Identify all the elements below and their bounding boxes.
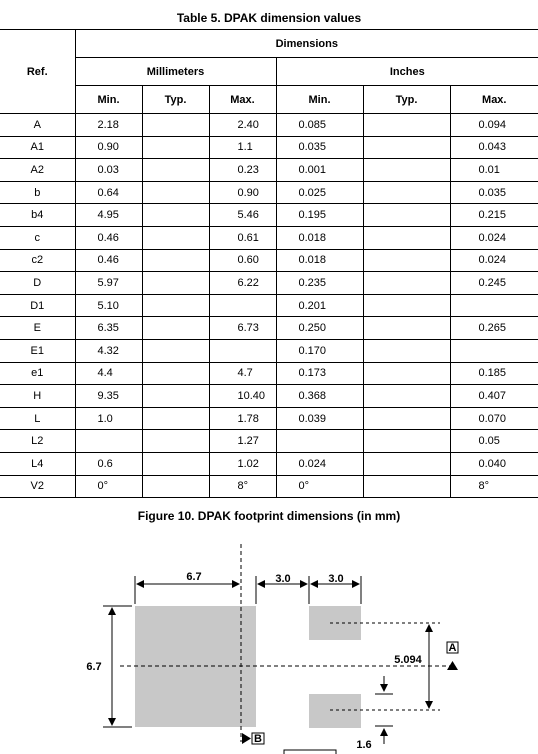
table-row [0, 362, 538, 385]
cell-mm-typ [142, 249, 209, 272]
table-row [0, 226, 538, 249]
cell-in-typ [363, 339, 450, 362]
table-row [0, 181, 538, 204]
cell-ref: E1 [0, 339, 75, 362]
cell-mm-max: 0.61 [209, 226, 276, 249]
cell-in-typ [363, 385, 450, 408]
table-row [0, 249, 538, 272]
cell-in-min [276, 430, 363, 453]
millimeters-header: Millimeters [75, 58, 276, 86]
cell-in-min: 0.173 [276, 362, 363, 385]
cell-in-min: 0.235 [276, 272, 363, 295]
cell-in-typ [363, 249, 450, 272]
cell-in-min: 0.368 [276, 385, 363, 408]
cell-mm-typ [142, 317, 209, 340]
cell-mm-typ [142, 362, 209, 385]
cell-mm-typ [142, 385, 209, 408]
cell-in-min: 0.195 [276, 204, 363, 227]
cell-in-max: 0.185 [450, 362, 538, 385]
cell-mm-typ [142, 475, 209, 498]
cell-mm-min: 4.32 [75, 339, 142, 362]
cell-mm-min: 6.35 [75, 317, 142, 340]
table-row [0, 385, 538, 408]
cell-mm-max: 10.40 [209, 385, 276, 408]
cell-in-typ [363, 317, 450, 340]
cell-mm-max [209, 294, 276, 317]
cell-in-max: 0.024 [450, 249, 538, 272]
gap-label: 3.0 [275, 573, 291, 585]
cell-in-min: 0.024 [276, 452, 363, 475]
cell-mm-typ [142, 272, 209, 295]
cell-in-max: 0.01 [450, 159, 538, 182]
table-row [0, 159, 538, 182]
cell-mm-typ [142, 204, 209, 227]
cell-in-max: 0.05 [450, 430, 538, 453]
cell-in-typ [363, 159, 450, 182]
cell-in-typ [363, 452, 450, 475]
cell-ref: b [0, 181, 75, 204]
cell-in-max: 0.094 [450, 114, 538, 137]
cell-in-max [450, 339, 538, 362]
cell-in-min: 0.039 [276, 407, 363, 430]
table-row [0, 407, 538, 430]
cell-mm-max: 0.60 [209, 249, 276, 272]
cell-mm-max: 1.78 [209, 407, 276, 430]
cell-ref: b4 [0, 204, 75, 227]
table-row [0, 430, 538, 453]
table-row [0, 294, 538, 317]
cell-mm-max: 1.27 [209, 430, 276, 453]
cell-in-min: 0.201 [276, 294, 363, 317]
cell-in-max: 8° [450, 475, 538, 498]
cell-mm-typ [142, 339, 209, 362]
cell-mm-typ [142, 136, 209, 159]
mm-max-header: Max. [209, 86, 276, 114]
cell-mm-max: 6.73 [209, 317, 276, 340]
cell-in-max: 0.265 [450, 317, 538, 340]
cell-in-max: 0.407 [450, 385, 538, 408]
cell-in-min: 0.018 [276, 249, 363, 272]
cell-mm-min: 1.0 [75, 407, 142, 430]
cell-ref: e1 [0, 362, 75, 385]
cell-mm-min: 0.6 [75, 452, 142, 475]
cell-mm-max: 8° [209, 475, 276, 498]
cell-ref: c [0, 226, 75, 249]
cell-mm-max: 0.23 [209, 159, 276, 182]
figure-title: Figure 10. DPAK footprint dimensions (in mm) [137, 509, 401, 523]
cell-ref: A2 [0, 159, 75, 182]
cell-in-typ [363, 430, 450, 453]
dimensions-header: Dimensions [75, 30, 538, 58]
datum-a-triangle [447, 661, 458, 670]
lead-width-label: 1.6 [356, 739, 372, 751]
in-max-header: Max. [450, 86, 538, 114]
footprint-drawing [0, 526, 538, 754]
cell-in-max: 0.024 [450, 226, 538, 249]
cell-ref: L4 [0, 452, 75, 475]
dimension-table [0, 29, 538, 498]
pad-width-label: 6.7 [186, 571, 202, 583]
cell-mm-min: 0.46 [75, 226, 142, 249]
lead-pitch-label: 5.094 [394, 654, 422, 666]
cell-mm-min: 0.46 [75, 249, 142, 272]
inches-header: Inches [276, 58, 538, 86]
cell-in-min: 0.025 [276, 181, 363, 204]
datum-b-label: B [254, 733, 262, 745]
cell-mm-max: 1.1 [209, 136, 276, 159]
cell-in-max: 0.215 [450, 204, 538, 227]
cell-ref: c2 [0, 249, 75, 272]
table-row [0, 317, 538, 340]
cell-in-typ [363, 204, 450, 227]
cell-in-typ [363, 136, 450, 159]
cell-in-max: 0.070 [450, 407, 538, 430]
cell-mm-min: 0.64 [75, 181, 142, 204]
partial-frame [284, 750, 336, 754]
datum-a-label: A [448, 642, 457, 654]
lead-length-label: 3.0 [328, 573, 344, 585]
ref-header: Ref. [0, 30, 75, 114]
cell-mm-min: 5.97 [75, 272, 142, 295]
cell-mm-min: 4.95 [75, 204, 142, 227]
cell-mm-typ [142, 226, 209, 249]
cell-in-typ [363, 114, 450, 137]
cell-in-min: 0.001 [276, 159, 363, 182]
cell-mm-typ [142, 114, 209, 137]
cell-ref: A [0, 114, 75, 137]
lead-pad-bottom [309, 694, 361, 728]
cell-in-typ [363, 294, 450, 317]
cell-ref: A1 [0, 136, 75, 159]
cell-mm-typ [142, 294, 209, 317]
cell-in-min: 0.018 [276, 226, 363, 249]
cell-mm-min: 4.4 [75, 362, 142, 385]
cell-mm-max: 4.7 [209, 362, 276, 385]
cell-ref: L [0, 407, 75, 430]
table-row [0, 204, 538, 227]
cell-in-min: 0.085 [276, 114, 363, 137]
table-title: Table 5. DPAK dimension values [176, 11, 362, 25]
cell-in-max: 0.035 [450, 181, 538, 204]
lead-pad-top [309, 606, 361, 640]
cell-ref: D [0, 272, 75, 295]
cell-ref: V2 [0, 475, 75, 498]
cell-mm-typ [142, 452, 209, 475]
cell-in-typ [363, 272, 450, 295]
cell-in-max: 0.040 [450, 452, 538, 475]
cell-ref: E [0, 317, 75, 340]
cell-in-min: 0.170 [276, 339, 363, 362]
cell-mm-min: 9.35 [75, 385, 142, 408]
in-min-header: Min. [276, 86, 363, 114]
cell-mm-typ [142, 430, 209, 453]
table-row [0, 272, 538, 295]
cell-ref: L2 [0, 430, 75, 453]
cell-in-typ [363, 475, 450, 498]
cell-mm-max: 0.90 [209, 181, 276, 204]
cell-mm-max: 5.46 [209, 204, 276, 227]
pad-height-label: 6.7 [86, 661, 102, 673]
cell-mm-max [209, 339, 276, 362]
cell-ref: D1 [0, 294, 75, 317]
cell-mm-min [75, 430, 142, 453]
cell-in-typ [363, 181, 450, 204]
cell-ref: H [0, 385, 75, 408]
cell-in-max: 0.043 [450, 136, 538, 159]
mm-min-header: Min. [75, 86, 142, 114]
cell-in-min: 0.250 [276, 317, 363, 340]
cell-in-typ [363, 407, 450, 430]
cell-mm-min: 0.03 [75, 159, 142, 182]
cell-mm-max: 1.02 [209, 452, 276, 475]
table-row [0, 136, 538, 159]
cell-mm-min: 0.90 [75, 136, 142, 159]
in-typ-header: Typ. [363, 86, 450, 114]
table-row [0, 452, 538, 475]
table-row [0, 475, 538, 498]
cell-in-typ [363, 362, 450, 385]
cell-in-min: 0° [276, 475, 363, 498]
table-row [0, 114, 538, 137]
cell-in-max [450, 294, 538, 317]
cell-mm-min: 0° [75, 475, 142, 498]
cell-mm-typ [142, 407, 209, 430]
cell-in-min: 0.035 [276, 136, 363, 159]
main-pad [135, 606, 256, 727]
mm-typ-header: Typ. [142, 86, 209, 114]
cell-mm-min: 2.18 [75, 114, 142, 137]
cell-in-max: 0.245 [450, 272, 538, 295]
datum-b-triangle [242, 733, 251, 744]
cell-mm-typ [142, 181, 209, 204]
cell-mm-max: 2.40 [209, 114, 276, 137]
table-row [0, 339, 538, 362]
cell-mm-min: 5.10 [75, 294, 142, 317]
cell-mm-typ [142, 159, 209, 182]
cell-mm-max: 6.22 [209, 272, 276, 295]
cell-in-typ [363, 226, 450, 249]
